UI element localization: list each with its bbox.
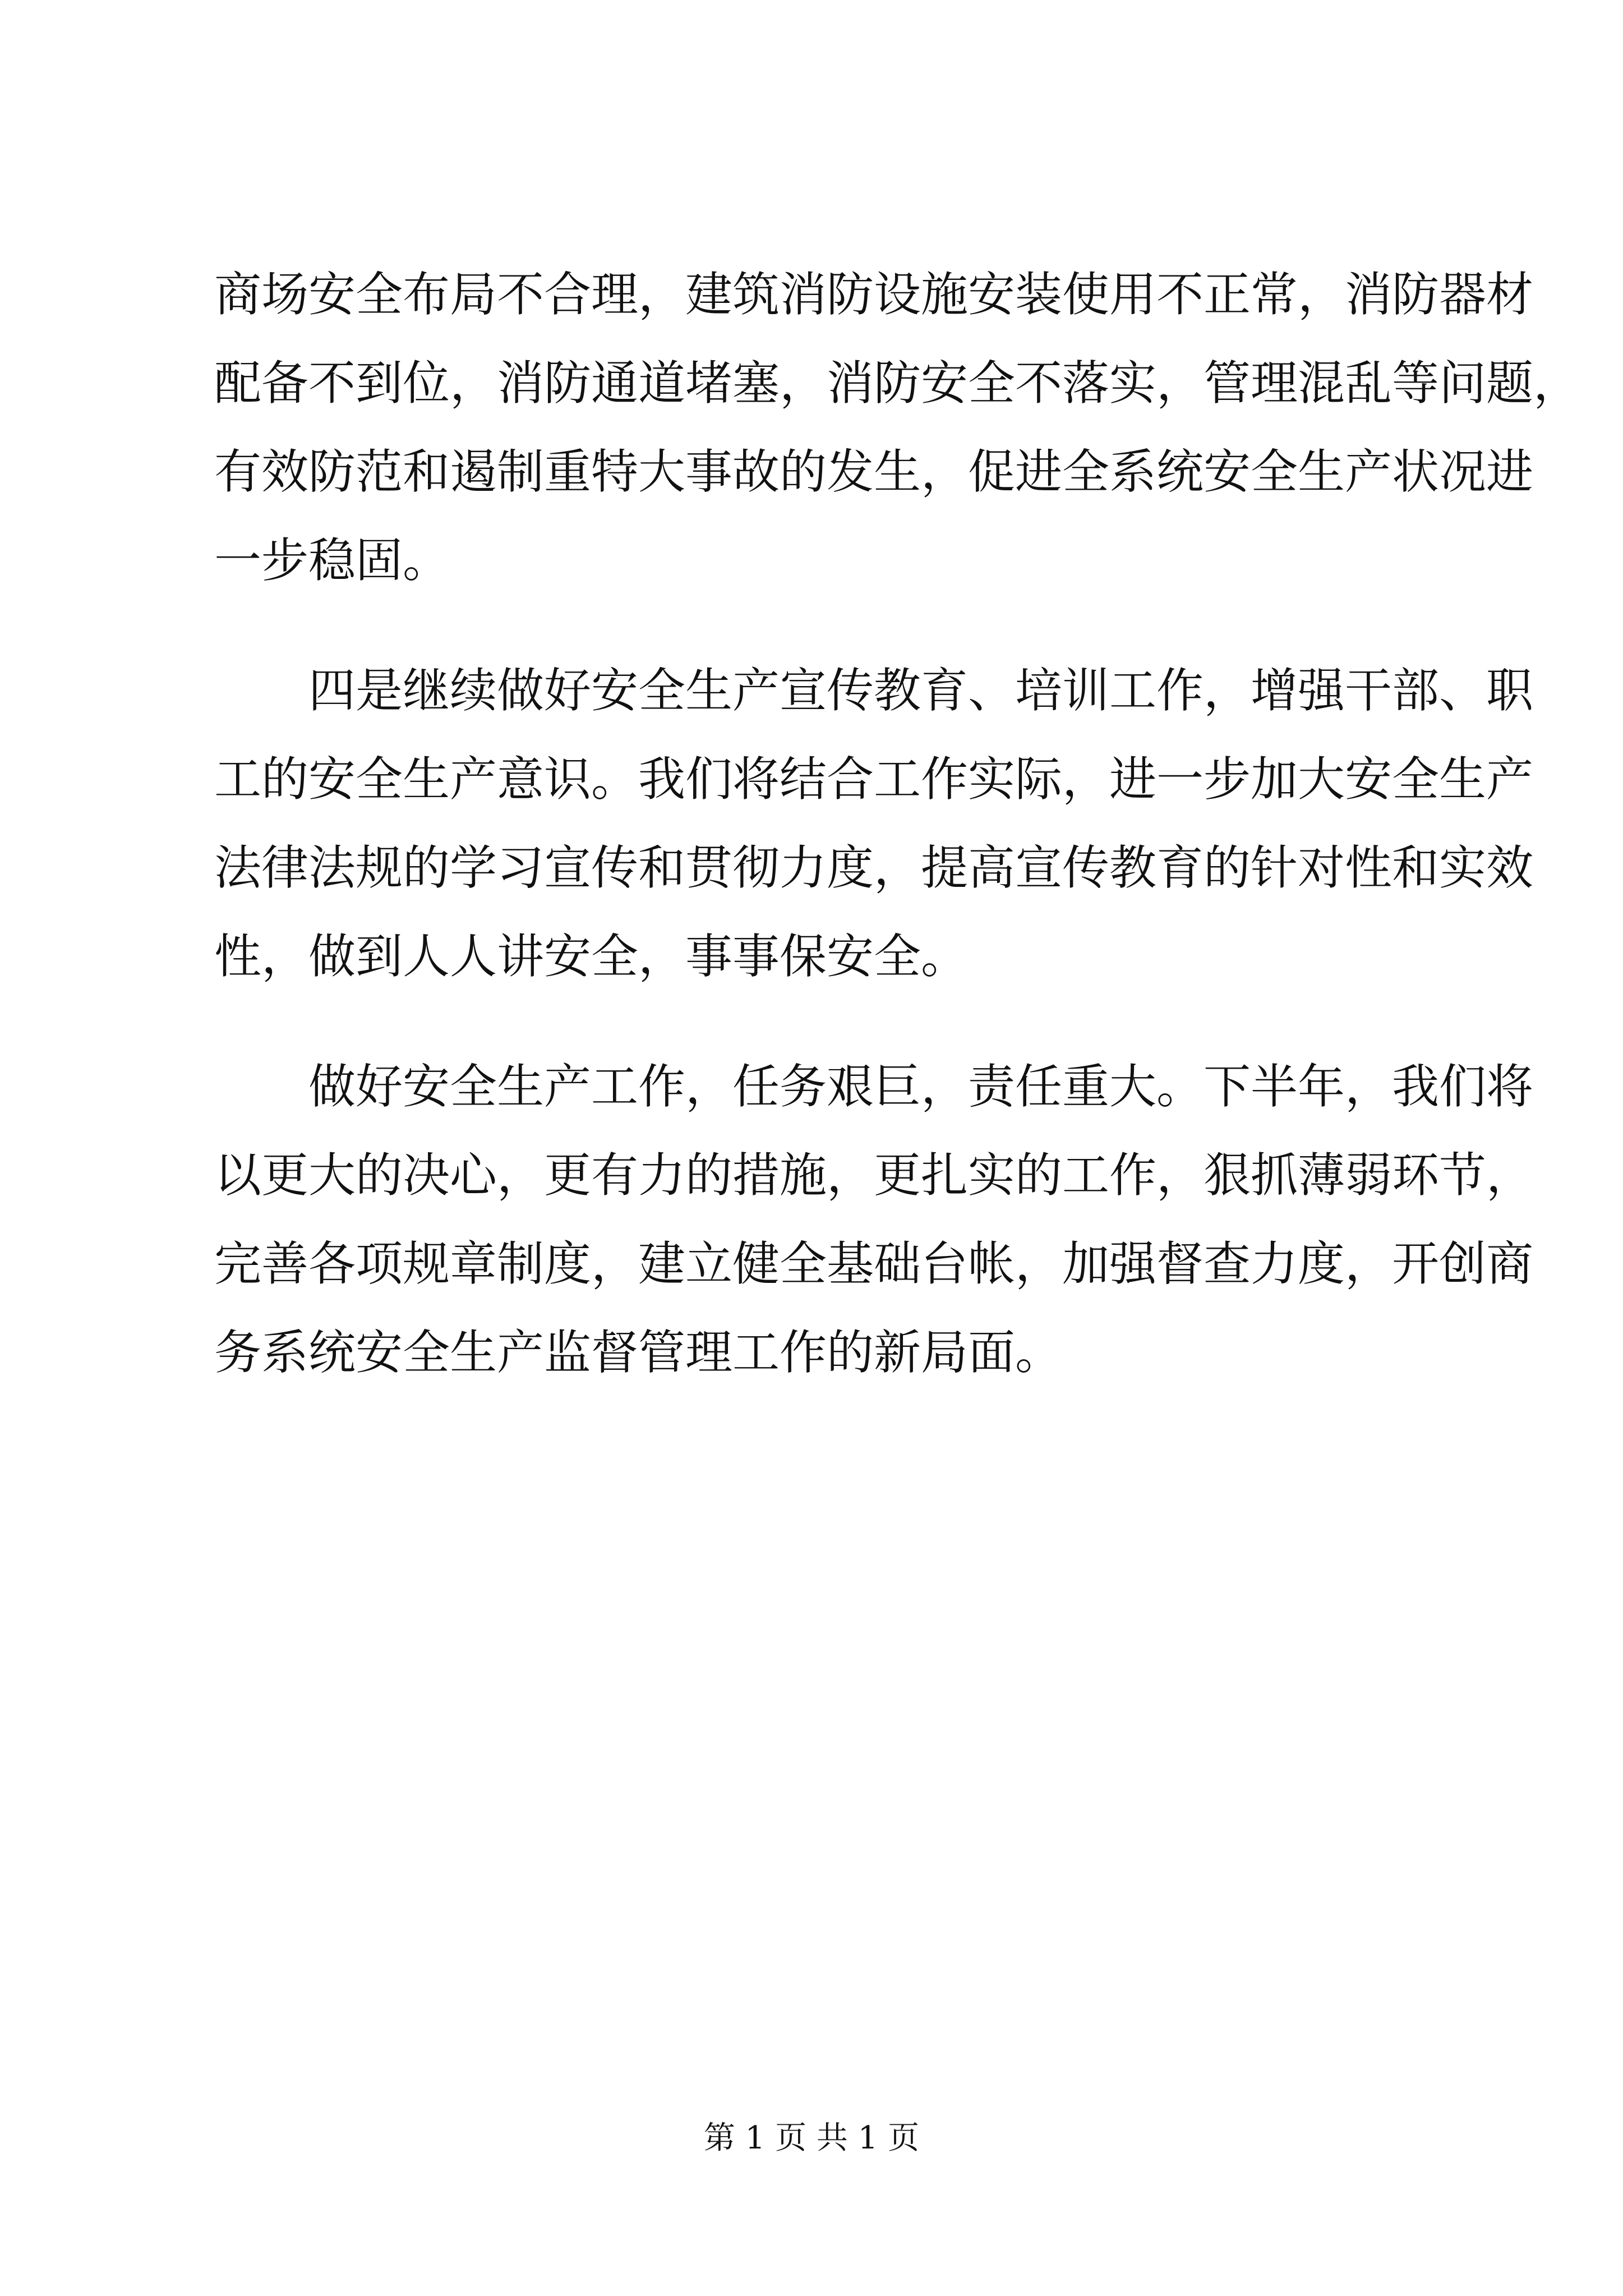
- text-line: 完善各项规章制度，建立健全基础台帐，加强督查力度，开创商: [214, 1236, 1534, 1291]
- text-line: 有效防范和遏制重特大事故的发生，促进全系统安全生产状况进: [214, 444, 1534, 499]
- text-line: 务系统安全生产监督管理工作的新局面。: [214, 1325, 1063, 1380]
- page-footer: [0, 2116, 1623, 2161]
- text-line: 法律法规的学习宣传和贯彻力度，提高宣传教育的针对性和实效: [214, 840, 1534, 895]
- text-line: 以更大的决心，更有力的措施，更扎实的工作，狠抓薄弱环节，: [214, 1148, 1534, 1203]
- paragraph: [214, 1042, 1534, 1397]
- text-line: 一步稳固。: [214, 533, 450, 588]
- text-line: 配备不到位，消防通道堵塞，消防安全不落实，管理混乱等问题，: [214, 356, 1581, 411]
- document-body: [214, 250, 1581, 1397]
- paragraph: [214, 250, 1581, 605]
- text-line: 做好安全生产工作，任务艰巨，责任重大。下半年，我们将: [308, 1059, 1534, 1114]
- text-line: 商场安全布局不合理，建筑消防设施安装使用不正常，消防器材: [214, 267, 1534, 322]
- paragraph-spacing: [214, 1001, 1428, 1042]
- text-line: 四是继续做好安全生产宣传教育、培训工作，增强干部、职: [308, 663, 1534, 718]
- page-number: 第 1 页 共 1 页: [703, 2120, 920, 2156]
- text-line: 工的安全生产意识。我们将结合工作实际，进一步加大安全生产: [214, 752, 1534, 807]
- text-line: 性，做到人人讲安全，事事保安全。: [214, 929, 969, 984]
- paragraph-spacing: [214, 605, 1428, 646]
- paragraph: [214, 646, 1534, 1001]
